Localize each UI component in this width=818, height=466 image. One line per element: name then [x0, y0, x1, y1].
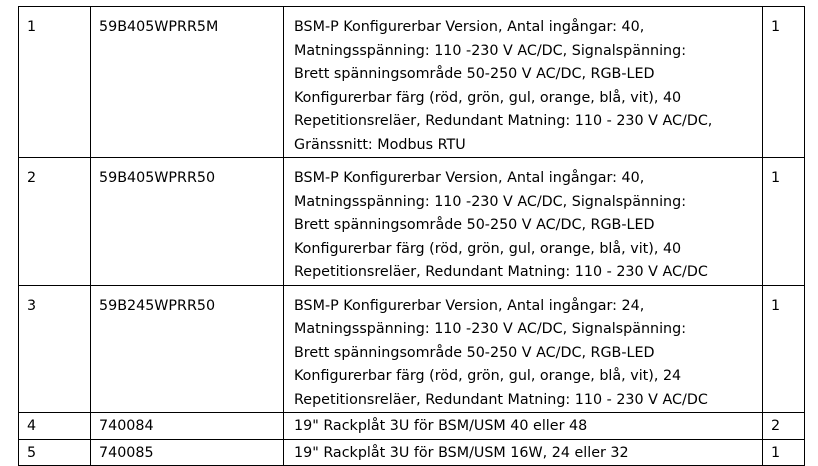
- position-cell: 4: [19, 413, 91, 440]
- description-line: Brett spänningsområde 50-250 V AC/DC, RGB-LED: [294, 217, 655, 233]
- article-number-cell: 59B245WPRR50: [91, 285, 284, 413]
- position-cell: 3: [19, 285, 91, 413]
- description-line: Brett spänningsområde 50-250 V AC/DC, RGB-LED: [294, 344, 655, 361]
- table-row: [19, 439, 805, 466]
- description-line: Brett spänningsområde 50-250 V AC/DC, RGB-LED: [294, 66, 655, 82]
- table-row: [19, 7, 805, 158]
- description-line: BSM-P Konfigurerbar Version, Antal ingångar: 24,: [294, 297, 645, 314]
- position-cell: 5: [19, 439, 91, 466]
- description-cell: [284, 7, 763, 158]
- description-line: 19" Rackplåt 3U för BSM/USM 16W, 24 eller 32: [294, 444, 629, 461]
- position-cell: 2: [19, 158, 91, 286]
- table-row: [19, 158, 805, 286]
- description-cell: [284, 439, 763, 466]
- description-line: Repetitionsreläer, Redundant Matning: 110 - 230 V AC/DC,: [294, 113, 713, 129]
- description-line: Konfigurerbar färg (röd, grön, gul, orange, blå, vit), 40: [294, 89, 682, 106]
- table-row: [19, 413, 805, 440]
- quantity-cell: 2: [763, 413, 805, 440]
- quantity-cell: 1: [763, 285, 805, 413]
- description-line: Repetitionsreläer, Redundant Matning: 110 - 230 V AC/DC: [294, 264, 708, 280]
- description-line: Matningsspänning: 110 -230 V AC/DC, Signalspänning:: [294, 42, 687, 59]
- position-cell: 1: [19, 7, 91, 158]
- product-table: [18, 6, 805, 466]
- description-line: Matningsspänning: 110 -230 V AC/DC, Signalspänning:: [294, 193, 687, 210]
- quantity-cell: 1: [763, 7, 805, 158]
- quantity-cell: 1: [763, 439, 805, 466]
- description-cell: [284, 413, 763, 440]
- description-line: BSM-P Konfigurerbar Version, Antal ingångar: 40,: [294, 170, 645, 186]
- article-number-cell: 740085: [91, 439, 284, 466]
- description-line: Konfigurerbar färg (röd, grön, gul, orange, blå, vit), 24: [294, 368, 682, 384]
- description-line: Konfigurerbar färg (röd, grön, gul, orange, blå, vit), 40: [294, 240, 682, 257]
- article-number-cell: 740084: [91, 413, 284, 440]
- description-line: Matningsspänning: 110 -230 V AC/DC, Signalspänning:: [294, 321, 687, 337]
- table-row: [19, 285, 805, 413]
- article-number-cell: 59B405WPRR5M: [91, 7, 284, 158]
- quantity-cell: 1: [763, 158, 805, 286]
- description-cell: [284, 158, 763, 286]
- description-line: Gränssnitt: Modbus RTU: [294, 136, 466, 153]
- description-line: BSM-P Konfigurerbar Version, Antal ingångar: 40,: [294, 19, 645, 35]
- description-line: Repetitionsreläer, Redundant Matning: 110 - 230 V AC/DC: [294, 391, 708, 408]
- description-line: 19" Rackplåt 3U för BSM/USM 40 eller 48: [294, 418, 588, 434]
- article-number-cell: 59B405WPRR50: [91, 158, 284, 286]
- description-cell: [284, 285, 763, 413]
